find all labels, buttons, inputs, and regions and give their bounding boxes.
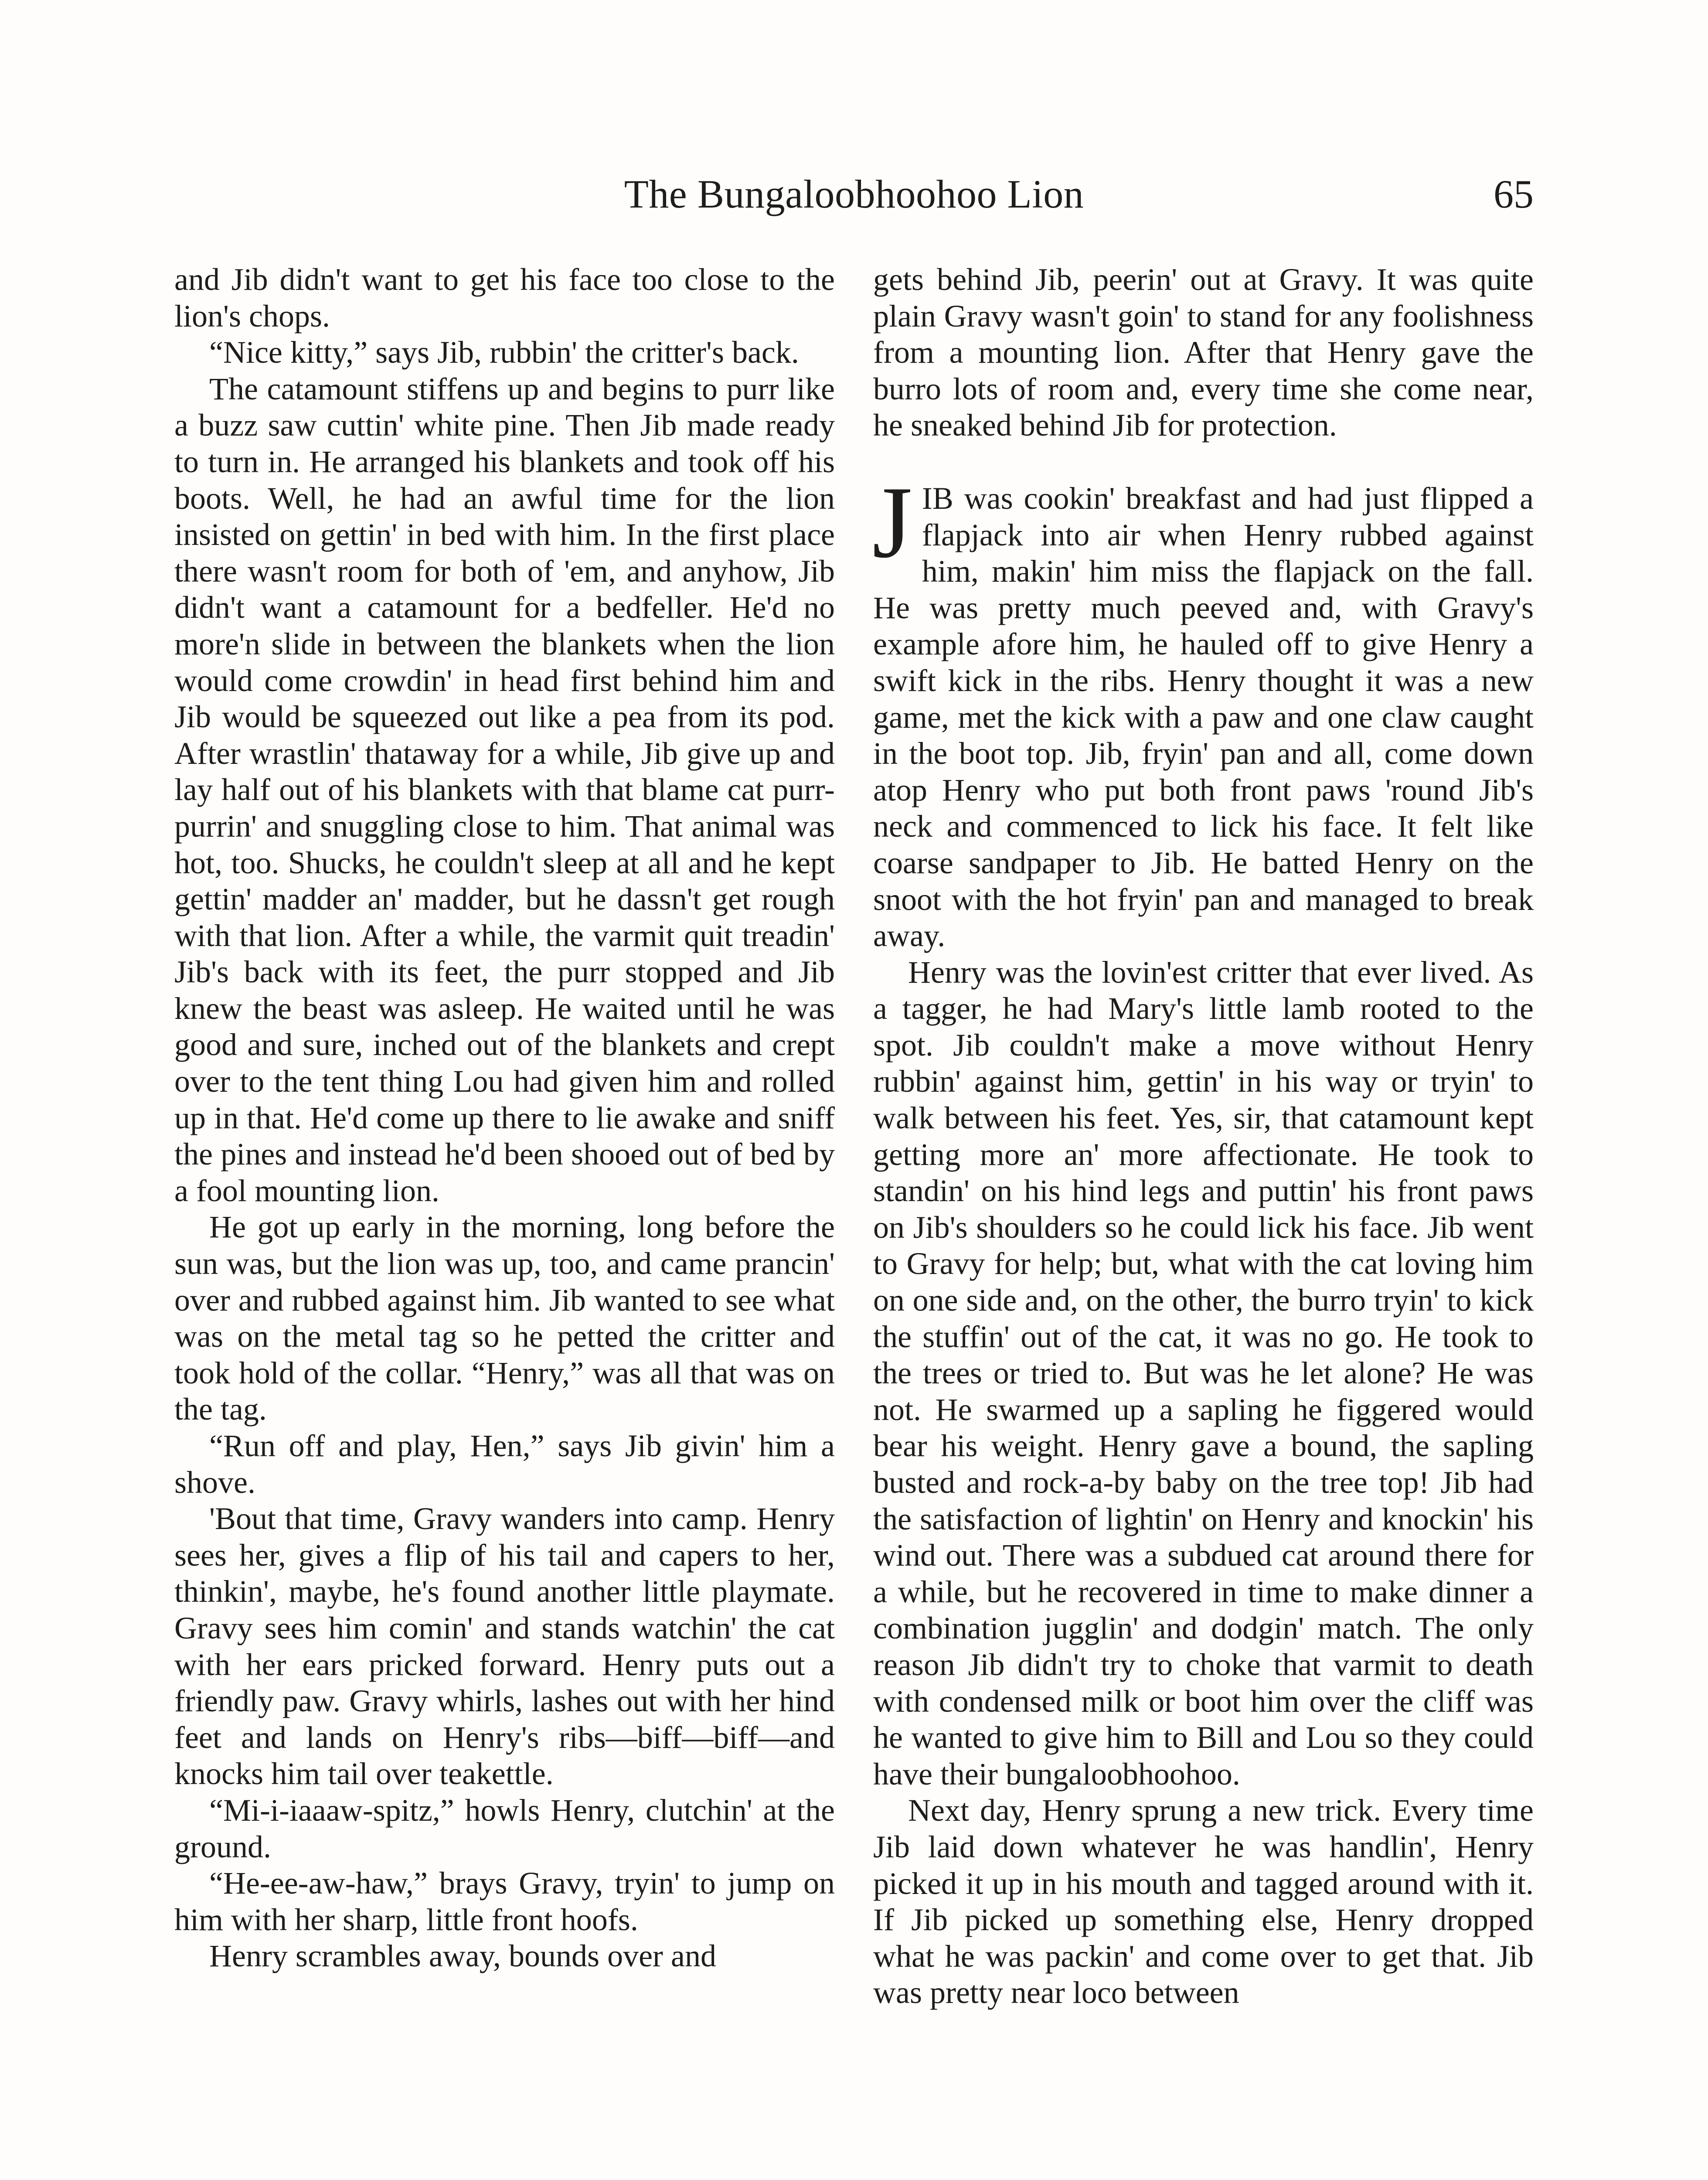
right-column (873, 262, 1534, 2011)
left-column (174, 262, 835, 1975)
paragraph: The catamount stiffens up and begins to purr like a buzz saw cuttin' white pine. Then Jib made ready to turn in. He arranged his blankets and took off his boots. Well, he had an awful time for the lion insisted on gettin' in bed with him. In the first place there wasn't room for both of 'em, and anyhow, Jib didn't want a catamount for a bedfeller. He'd no more'n slide in between the blankets when the lion would come crowdin' in head first behind him and Jib would be squeezed out like a pea from its pod. After wrastlin' thataway for a while, Jib give up and lay half out of his blankets with that blame cat purr-purrin' and snuggling close to him. That animal was hot, too. Shucks, he couldn't sleep at all and he kept gettin' madder an' madder, but he dassn't get rough with that lion. After a while, the varmit quit treadin' Jib's back with its feet, the purr stopped and Jib knew the beast was asleep. He waited until he was good and sure, inched out of the blankets and crept over to the tent thing Lou had given him and rolled up in that. He'd come up there to lie awake and sniff the pines and instead he'd been shooed out of bed by a fool mounting lion. (174, 371, 835, 1208)
paragraph: and Jib didn't want to get his face too close to the lion's chops. (174, 262, 835, 334)
page-number: 65 (1494, 172, 1534, 216)
paragraph: “He-ee-aw-haw,” brays Gravy, tryin' to jump on him with her sharp, little front hoofs. (174, 1866, 835, 1937)
paragraph: Henry scrambles away, bounds over and (209, 1938, 716, 1974)
paragraph: 'Bout that time, Gravy wanders into camp. Henry sees her, gives a flip of his tail and capers to her, thinkin', maybe, he's found another little playmate. Gravy sees him comin' and stands watchin' the cat with her ears pricked forward. Henry puts out a friendly paw. Gravy whirls, lashes out with her hind feet and lands on Henry's ribs—biff—biff—and knocks him tail over teakettle. (174, 1501, 835, 1792)
section-opening-text: IB was cookin' breakfast and had just flipped a flapjack into air when Henry rubbed against him, makin' him miss the flapjack on the fall. He was pretty much peeved and, with Gravy's example afore him, he hauled off to give Henry a swift kick in the ribs. Henry thought it was a new game, met the kick with a paw and one claw caught in the boot top. Jib, fryin' pan and all, come down atop Henry who put both front paws 'round Jib's neck and commenced to lick his face. It felt like coarse sandpaper to Jib. He batted Henry on the snoot with the hot fryin' pan and managed to break away. (873, 480, 1534, 954)
paragraph: “Mi-i-iaaaw-spitz,” howls Henry, clutchin' at the ground. (174, 1792, 835, 1864)
running-title: The Bungaloobhoohoo Lion (624, 172, 1084, 216)
page-header (174, 166, 1534, 222)
paragraph: “Run off and play, Hen,” says Jib givin' him a shove. (174, 1428, 835, 1500)
paragraph: He got up early in the morning, long before the sun was, but the lion was up, too, and came prancin' over and rubbed against him. Jib wanted to see what was on the metal tag so he petted the critter and took hold of the collar. “Henry,” was all that was on the tag. (174, 1209, 835, 1427)
paragraph: Next day, Henry sprung a new trick. Every time Jib laid down whatever he was handlin', Henry picked it up in his mouth and tagged around with it. If Jib picked up something else, Henry dropped what he was packin' and come over to get that. Jib was pretty near loco between (873, 1793, 1534, 2010)
paragraph: gets behind Jib, peerin' out at Gravy. It was quite plain Gravy wasn't goin' to stand for any foolishness from a mounting lion. After that Henry gave the burro lots of room and, every time she come near, he sneaked behind Jib for protection. (873, 262, 1534, 443)
drop-cap: J (872, 465, 912, 579)
paragraph: Henry was the lovin'est critter that ever lived. As a tagger, he had Mary's little lamb rooted to the spot. Jib couldn't make a move without Henry rubbin' against him, gettin' in his way or tryin' to walk between his feet. Yes, sir, that catamount kept getting more an' more affectionate. He took to standin' on his hind legs and puttin' his front paws on Jib's shoulders so he could lick his face. Jib went to Gravy for help; but, what with the cat loving him on one side and, on the other, the burro tryin' to kick the stuffin' out of the cat, it was no go. He took to the trees or tried to. But was he let alone? He was not. He swarmed up a sapling he figgered would bear his weight. Henry gave a bound, the sapling busted and rock-a-by baby on the tree top! Jib had the satisfaction of lightin' on Henry and knockin' his wind out. There was a subdued cat around there for a while, but he recovered in time to make dinner a combination jugglin' and dodgin' match. The only reason Jib didn't try to choke that varmit to death with condensed milk or boot him over the cliff was he wanted to give him to Bill and Lou so they could have their bungaloobhoohoo. (873, 954, 1534, 1792)
section-opening-paragraph (872, 465, 1534, 954)
paragraph: “Nice kitty,” says Jib, rubbin' the critter's back. (209, 335, 799, 370)
